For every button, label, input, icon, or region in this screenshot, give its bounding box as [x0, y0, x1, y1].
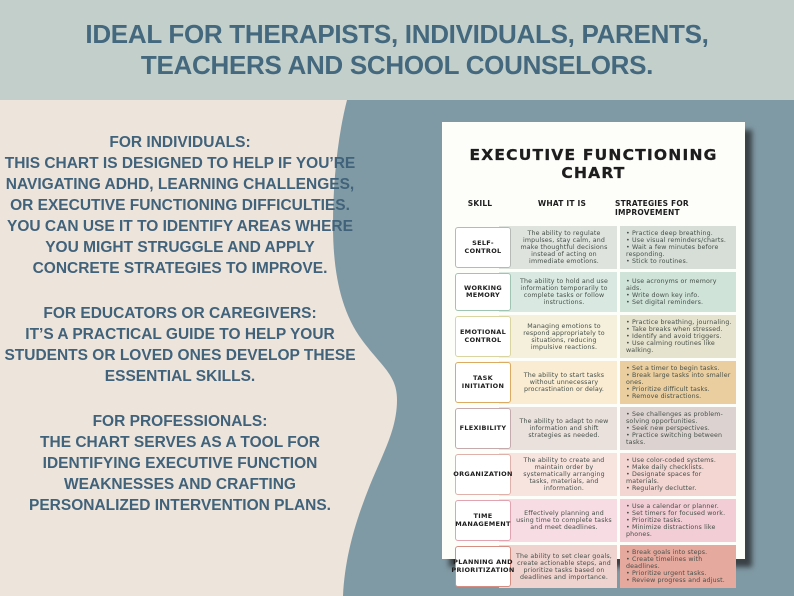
strategy-item: • Create timelines with deadlines. [626, 556, 732, 570]
banner-title-line1: IDEAL FOR THERAPISTS, INDIVIDUALS, PARENTS, [85, 19, 709, 49]
strategy-item: • Set digital reminders. [626, 299, 732, 306]
strategy-item: • Remove distractions. [626, 393, 732, 400]
copy-heading-professionals: FOR PROFESSIONALS: [92, 413, 268, 430]
strategy-item: • Designate spaces for materials. [626, 471, 732, 485]
strategy-item: • Make daily checklists. [626, 464, 732, 471]
skill-label-box [451, 546, 515, 587]
copy-block-professionals [2, 411, 358, 516]
skill-label-box [455, 500, 511, 541]
skill-label-box [455, 408, 511, 449]
strategy-item: • Take breaks when stressed. [626, 326, 732, 333]
strategy-item: • Set a timer to begin tasks. [626, 365, 732, 372]
table-row [451, 499, 736, 542]
table-row [451, 272, 736, 312]
chart-column-headers [451, 199, 736, 217]
strategy-item: • Break goals into steps. [626, 549, 732, 556]
skill-label: EMOTIONAL CONTROL [459, 328, 507, 344]
left-copy-panel [2, 132, 358, 540]
what-it-is-cell: The ability to hold and use information temporarily to complete tasks or follow instructions. [499, 272, 617, 312]
top-banner [0, 0, 794, 100]
strategy-item: • Review progress and adjust. [626, 577, 732, 584]
skill-label-box [455, 316, 511, 357]
skill-label: PLANNING AND PRIORITIZATION [451, 558, 515, 574]
strategy-item: • Use calming routines like walking. [626, 340, 732, 354]
strategies-cell [620, 272, 736, 312]
skill-label: WORKING MEMORY [463, 283, 503, 299]
skill-label-box [455, 454, 511, 495]
what-it-is-cell: The ability to set clear goals, create actionable steps, and prioritize tasks based on deadlines and importance. [499, 545, 617, 588]
strategies-cell [620, 226, 736, 269]
skill-label-box [455, 227, 511, 268]
strategy-item: • Minimize distractions like phones. [626, 524, 732, 538]
strategies-cell [620, 407, 736, 450]
table-row [451, 407, 736, 450]
what-it-is-cell: Managing emotions to respond appropriately to situations, reducing impulsive reactions. [499, 315, 617, 358]
strategy-item: • Practice breathing, journaling. [626, 319, 732, 326]
strategy-item: • Wait a few minutes before responding. [626, 244, 732, 258]
what-it-is-cell: The ability to regulate impulses, stay calm, and make thoughtful decisions instead of acting on immediate emotions. [499, 226, 617, 269]
strategies-cell [620, 545, 736, 588]
copy-block-educators [2, 303, 358, 387]
strategy-item: • Practice deep breathing. [626, 230, 732, 237]
strategies-cell [620, 315, 736, 358]
copy-body-professionals: THE CHART SERVES AS A TOOL FOR IDENTIFYING EXECUTIVE FUNCTION WEAKNESSES AND CRAFTING PERSONALIZED INTERVENTION PLANS. [29, 434, 331, 514]
strategy-item: • Break large tasks into smaller ones. [626, 372, 732, 386]
banner-title-line2: TEACHERS AND SCHOOL COUNSELORS. [140, 50, 654, 80]
copy-block-individuals [2, 132, 358, 279]
skill-label-box [455, 273, 511, 311]
copy-heading-individuals: FOR INDIVIDUALS: [109, 134, 251, 151]
strategy-item: • Prioritize difficult tasks. [626, 386, 732, 393]
strategy-item: • Prioritize tasks. [626, 517, 732, 524]
strategy-item: • Use acronyms or memory aids. [626, 278, 732, 292]
table-row [451, 361, 736, 404]
skill-label: SELF-CONTROL [464, 239, 502, 255]
strategy-item: • Write down key info. [626, 292, 732, 299]
strategies-cell [620, 499, 736, 542]
strategy-item: • Stick to routines. [626, 258, 732, 265]
what-it-is-cell: The ability to adapt to new information and shift strategies as needed. [499, 407, 617, 450]
table-row [451, 545, 736, 588]
table-row [451, 315, 736, 358]
chart-document [442, 122, 745, 584]
skill-label: TASK INITIATION [461, 374, 505, 390]
skill-label: FLEXIBILITY [459, 423, 507, 432]
skill-label: TIME MANAGEMENT [455, 512, 511, 528]
chart-title: EXECUTIVE FUNCTIONING CHART [469, 146, 718, 182]
strategy-item: • Practice switching between tasks. [626, 432, 732, 446]
what-it-is-cell: The ability to create and maintain order by systematically arranging tasks, materials, and information. [499, 453, 617, 496]
strategy-item: • Use a calendar or planner. [626, 503, 732, 510]
strategy-item: • Identify and avoid triggers. [626, 333, 732, 340]
strategy-item: • Seek new perspectives. [626, 425, 732, 432]
what-it-is-cell: Effectively planning and using time to complete tasks and meet deadlines. [499, 499, 617, 542]
column-header-skill: SKILL [467, 199, 493, 208]
chart-table [451, 226, 736, 588]
strategy-item: • See challenges as problem-solving opportunities. [626, 411, 732, 425]
table-row [451, 226, 736, 269]
skill-label: ORGANIZATION [453, 469, 513, 478]
strategy-item: • Set timers for focused work. [626, 510, 732, 517]
strategies-cell [620, 453, 736, 496]
column-header-what-it-is: WHAT IT IS [537, 199, 587, 208]
copy-body-educators: IT’S A PRACTICAL GUIDE TO HELP YOUR STUDENTS OR LOVED ONES DEVELOP THESE ESSENTIAL SKILLS. [4, 326, 356, 385]
strategies-cell [620, 361, 736, 404]
copy-body-individuals: THIS CHART IS DESIGNED TO HELP IF YOU’RE NAVIGATING ADHD, LEARNING CHALLENGES, OR EXECUTIVE FUNCTIONING DIFFICULTIES. YOU CAN USE IT TO IDENTIFY AREAS WHERE YOU MIGHT STRUGGLE AND APPLY CONCRETE STRATEGIES TO IMPROVE. [4, 155, 356, 277]
copy-heading-educators: FOR EDUCATORS OR CAREGIVERS: [43, 305, 317, 322]
strategy-item: • Use color-coded systems. [626, 457, 732, 464]
column-header-strategies: STRATEGIES FOR IMPROVEMENT [615, 199, 689, 217]
skill-label-box [455, 362, 511, 403]
what-it-is-cell: The ability to start tasks without unnecessary procrastination or delay. [499, 361, 617, 404]
strategy-item: • Use visual reminders/charts. [626, 237, 732, 244]
strategy-item: • Prioritize urgent tasks. [626, 570, 732, 577]
strategy-item: • Regularly declutter. [626, 485, 732, 492]
table-row [451, 453, 736, 496]
